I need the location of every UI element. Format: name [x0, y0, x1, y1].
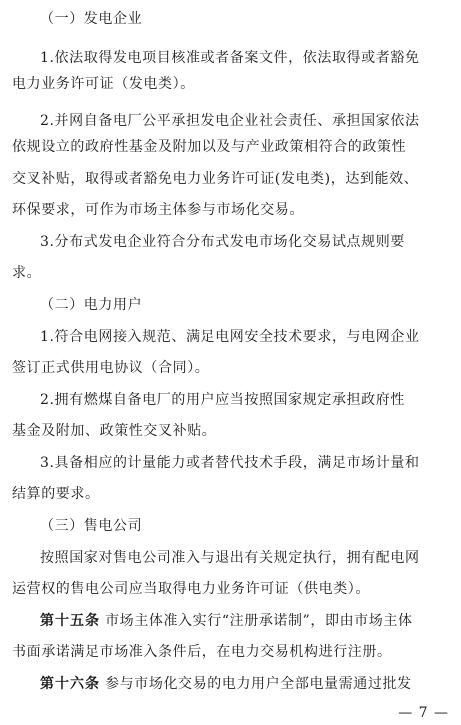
- article-label: 第十六条: [40, 676, 100, 692]
- paragraph-line: 结算的要求。: [12, 486, 100, 502]
- paragraph-line: 2.拥有燃煤自备电厂的用户应当按照国家规定承担政府性: [40, 392, 405, 408]
- article-text: 参与市场化交易的电力用户全部电量需通过批发: [105, 676, 412, 692]
- paragraph-line: 3.具备相应的计量能力或者替代技术手段，满足市场计量和: [40, 455, 420, 471]
- paragraph-line: 按照国家对售电公司准入与退出有关规定执行，拥有配电网: [40, 550, 420, 566]
- paragraph-line: 电力业务许可证（发电类）。: [12, 76, 195, 92]
- paragraph-line: 2.并网自备电厂公平承担发电企业社会责任、承担国家依法: [40, 113, 420, 129]
- paragraph-line: 书面承诺满足市场准入条件后，在电力交易机构进行注册。: [12, 644, 392, 660]
- page-number: — 7 —: [398, 705, 449, 721]
- article-text: 市场主体准入实行“注册承诺制”，即由市场主体: [105, 613, 413, 629]
- paragraph-line: 求。: [12, 265, 42, 281]
- article-label: 第十五条: [40, 613, 100, 629]
- paragraph-line: 依规设立的政府性基金及附加以及与产业政策相符合的政策性: [12, 139, 407, 155]
- paragraph-line: 3.分布式发电企业符合分布式发电市场化交易试点规则要: [40, 234, 405, 250]
- paragraph-line: 运营权的售电公司应当取得电力业务许可证（供电类）。: [12, 581, 370, 597]
- article-15: [0, 611, 461, 631]
- paragraph-line: 1.依法取得发电项目核准或者备案文件，依法取得或者豁免: [40, 50, 420, 66]
- paragraph-line: 基金及附加、政策性交叉补贴。: [12, 423, 217, 439]
- paragraph-line: 1.符合电网接入规范、满足电网安全技术要求，与电网企业: [40, 329, 420, 345]
- section-heading-power-users: （二）电力用户: [40, 297, 143, 313]
- paragraph-line: 签订正式供用电协议（合同）。: [12, 360, 210, 376]
- section-heading-retail-companies: （三）售电公司: [40, 518, 143, 534]
- paragraph-line: 环保要求，可作为市场主体参与市场化交易。: [12, 202, 304, 218]
- section-heading-power-generation: （一）发电企业: [40, 11, 143, 27]
- article-16: [0, 674, 461, 694]
- paragraph-line: 交叉补贴，取得或者豁免电力业务许可证(发电类)，达到能效、: [12, 171, 419, 187]
